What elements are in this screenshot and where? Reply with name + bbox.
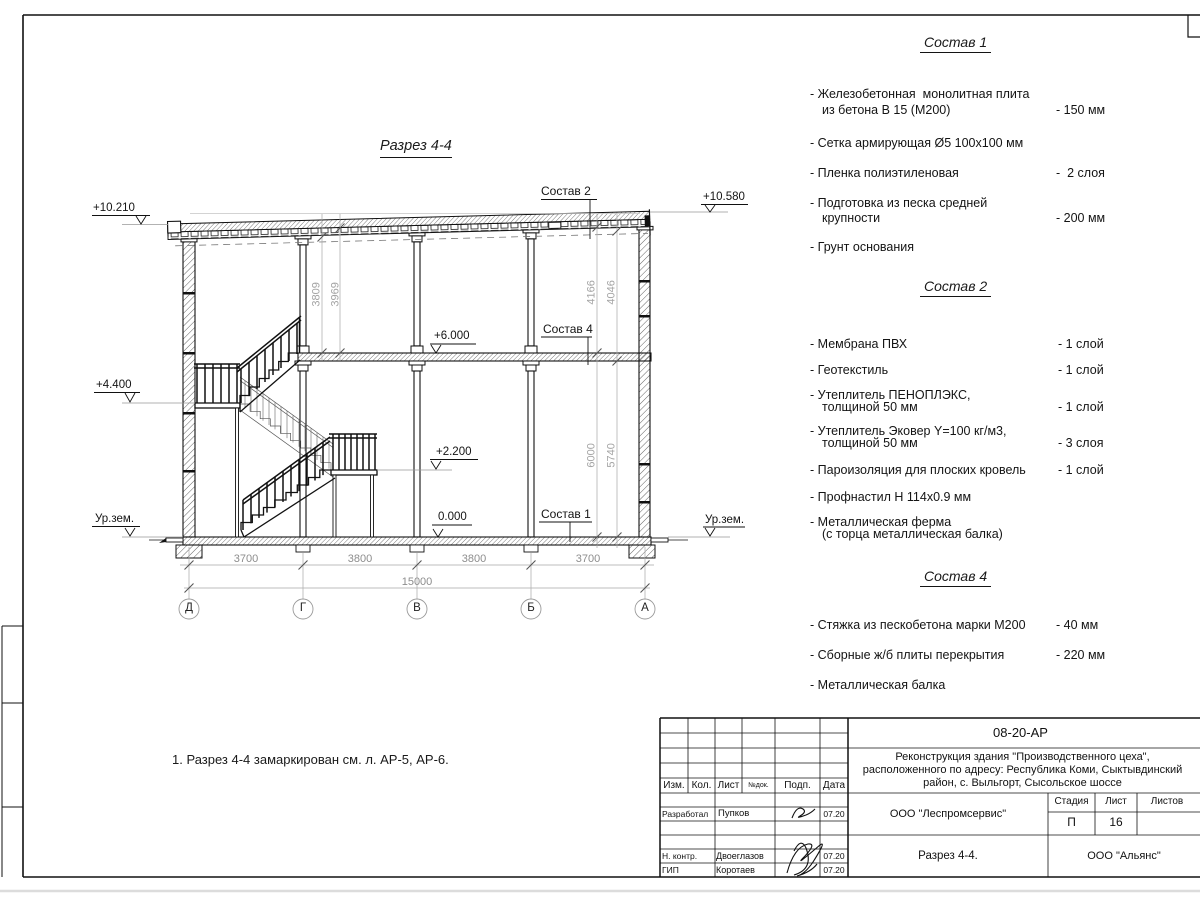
- list-item-value: - 200 мм: [1056, 211, 1106, 225]
- list-item-value: - 40 мм: [1056, 618, 1099, 632]
- list-title-sostav4: Состав 4: [920, 568, 991, 587]
- list-item: - Пленка полиэтиленовая: [810, 166, 959, 180]
- axis-bubble-d: Д: [185, 602, 193, 614]
- sheet-label: Лист: [1105, 796, 1127, 807]
- dim-v-3809: 3809: [310, 282, 323, 307]
- list-item: - Утеплитель Эковер Y=100 кг/м3,: [810, 424, 1007, 438]
- col-podp: Подп.: [784, 780, 811, 791]
- project-name-line1: Реконструкция здания "Производственного цеха",: [895, 751, 1150, 763]
- axis-bubble-v: В: [413, 602, 421, 614]
- elevation-left-ground: Ур.зем.: [95, 513, 135, 525]
- stage-value: П: [1067, 815, 1076, 829]
- list-item-value: - 220 мм: [1056, 648, 1106, 662]
- stage-label: Стадия: [1054, 796, 1089, 807]
- list-item: (с торца металлическая балка): [822, 527, 1003, 541]
- col-data: Дата: [822, 780, 846, 791]
- dim-span-1: 3700: [233, 553, 259, 565]
- col-kol: Кол.: [691, 780, 712, 791]
- col-izm: Изм.: [663, 780, 685, 791]
- list-item: - Пароизоляция для плоских кровель: [810, 463, 1026, 477]
- list-item: - Геотекстиль: [810, 363, 889, 377]
- elevation-left-mid: +4.400: [96, 379, 132, 391]
- list-item: - Стяжка из пескобетона марки М200: [810, 618, 1026, 632]
- list-item: толщиной 50 мм: [822, 400, 918, 414]
- row-role-3: ГИП: [662, 865, 679, 875]
- doc-number: 08-20-АР: [993, 725, 1048, 740]
- sheets-label: Листов: [1150, 796, 1184, 807]
- list-item: - Подготовка из песка средней: [810, 196, 988, 210]
- callout-leaders: [539, 200, 597, 543]
- row-name-1: Пупков: [718, 808, 750, 819]
- list-item: - Утеплитель ПЕНОПЛЭКС,: [810, 388, 971, 402]
- list-item: крупности: [822, 211, 881, 225]
- row-role-2: Н. контр.: [662, 851, 698, 861]
- dim-v-4166: 4166: [585, 280, 598, 305]
- col-list: Лист: [717, 780, 740, 791]
- elevation-floor1: 0.000: [438, 511, 467, 523]
- roof: [168, 209, 651, 248]
- drawing-title: Разрез 4-4: [380, 138, 452, 158]
- row-date-1: 07.20: [823, 809, 845, 819]
- project-name-line3: район, с. Выльгорт, Сысольское шоссе: [923, 777, 1122, 789]
- dim-v-3969: 3969: [329, 282, 342, 307]
- axis-bubble-g: Г: [299, 602, 307, 614]
- dim-span-3: 3800: [461, 553, 487, 565]
- list-title-sostav1: Состав 1: [920, 34, 991, 53]
- elevation-floor2: +6.000: [434, 330, 470, 342]
- axis-bubble-b: Б: [527, 602, 535, 614]
- list-item-value: - 1 слой: [1058, 463, 1104, 477]
- elevation-right-top: +10.580: [703, 191, 745, 203]
- col-ndok: №док.: [748, 782, 769, 789]
- project-name-line2: расположенного по адресу: Республика Коми, Сыктывдинский: [862, 764, 1183, 776]
- row-date-2: 07.20: [823, 851, 845, 861]
- dim-v-4046: 4046: [605, 280, 618, 305]
- elevation-landing: +2.200: [436, 446, 472, 458]
- row-name-3: Коротаев: [716, 865, 755, 875]
- list-item-value: - 150 мм: [1056, 103, 1106, 117]
- list-item: - Профнастил Н 114х0.9 мм: [810, 490, 972, 504]
- row-role-1: Разработал: [662, 809, 709, 819]
- elevation-left-top: +10.210: [93, 202, 135, 214]
- designer-org: ООО "Леспромсервис": [889, 808, 1007, 820]
- staircase: [194, 316, 377, 537]
- signature-1: [792, 808, 815, 818]
- signature-2: [787, 843, 822, 876]
- sheet-drawing-name: Разрез 4-4.: [918, 850, 978, 862]
- callout-sostav4: Состав 4: [543, 322, 593, 336]
- callout-sostav2: Состав 2: [541, 184, 591, 198]
- list-item: - Мембрана ПВХ: [810, 337, 908, 351]
- list-item-value: - 2 слоя: [1056, 166, 1105, 180]
- list-item: - Металлическая балка: [810, 678, 946, 692]
- list-item: - Сборные ж/б плиты перекрытия: [810, 648, 1005, 662]
- list-item-value: - 1 слой: [1058, 400, 1104, 414]
- row-date-3: 07.20: [823, 865, 845, 875]
- callout-sostav1: Состав 1: [541, 507, 591, 521]
- list-item: - Металлическая ферма: [810, 515, 952, 529]
- list-item: - Сетка армирующая Ø5 100х100 мм: [810, 136, 1024, 150]
- floor-slab-6000: [298, 353, 651, 361]
- list-item-value: - 1 слой: [1058, 363, 1104, 377]
- dim-v-5740: 5740: [605, 443, 618, 468]
- axis-bubble-a: А: [641, 602, 649, 614]
- list-item: из бетона В 15 (М200): [822, 103, 951, 117]
- row-name-2: Двоеглазов: [716, 851, 764, 861]
- dim-v-6000: 6000: [585, 443, 598, 468]
- list-item-value: - 3 слоя: [1058, 436, 1104, 450]
- customer-org: ООО "Альянс": [1087, 850, 1161, 862]
- dim-total: 15000: [401, 576, 433, 588]
- list-item-value: - 1 слой: [1058, 337, 1104, 351]
- list-title-sostav2: Состав 2: [920, 278, 991, 297]
- elevation-right-ground: Ур.зем.: [705, 514, 745, 526]
- list-item: - Грунт основания: [810, 240, 915, 254]
- list-item: толщиной 50 мм: [822, 436, 918, 450]
- list-item: - Железобетонная монолитная плита: [810, 87, 1030, 101]
- dim-span-2: 3800: [347, 553, 373, 565]
- dim-span-4: 3700: [575, 553, 601, 565]
- columns-lower: [295, 361, 539, 537]
- sheet-value: 16: [1109, 815, 1123, 829]
- drawing-note: 1. Разрез 4-4 замаркирован см. л. АР-5, АР-6.: [172, 752, 449, 767]
